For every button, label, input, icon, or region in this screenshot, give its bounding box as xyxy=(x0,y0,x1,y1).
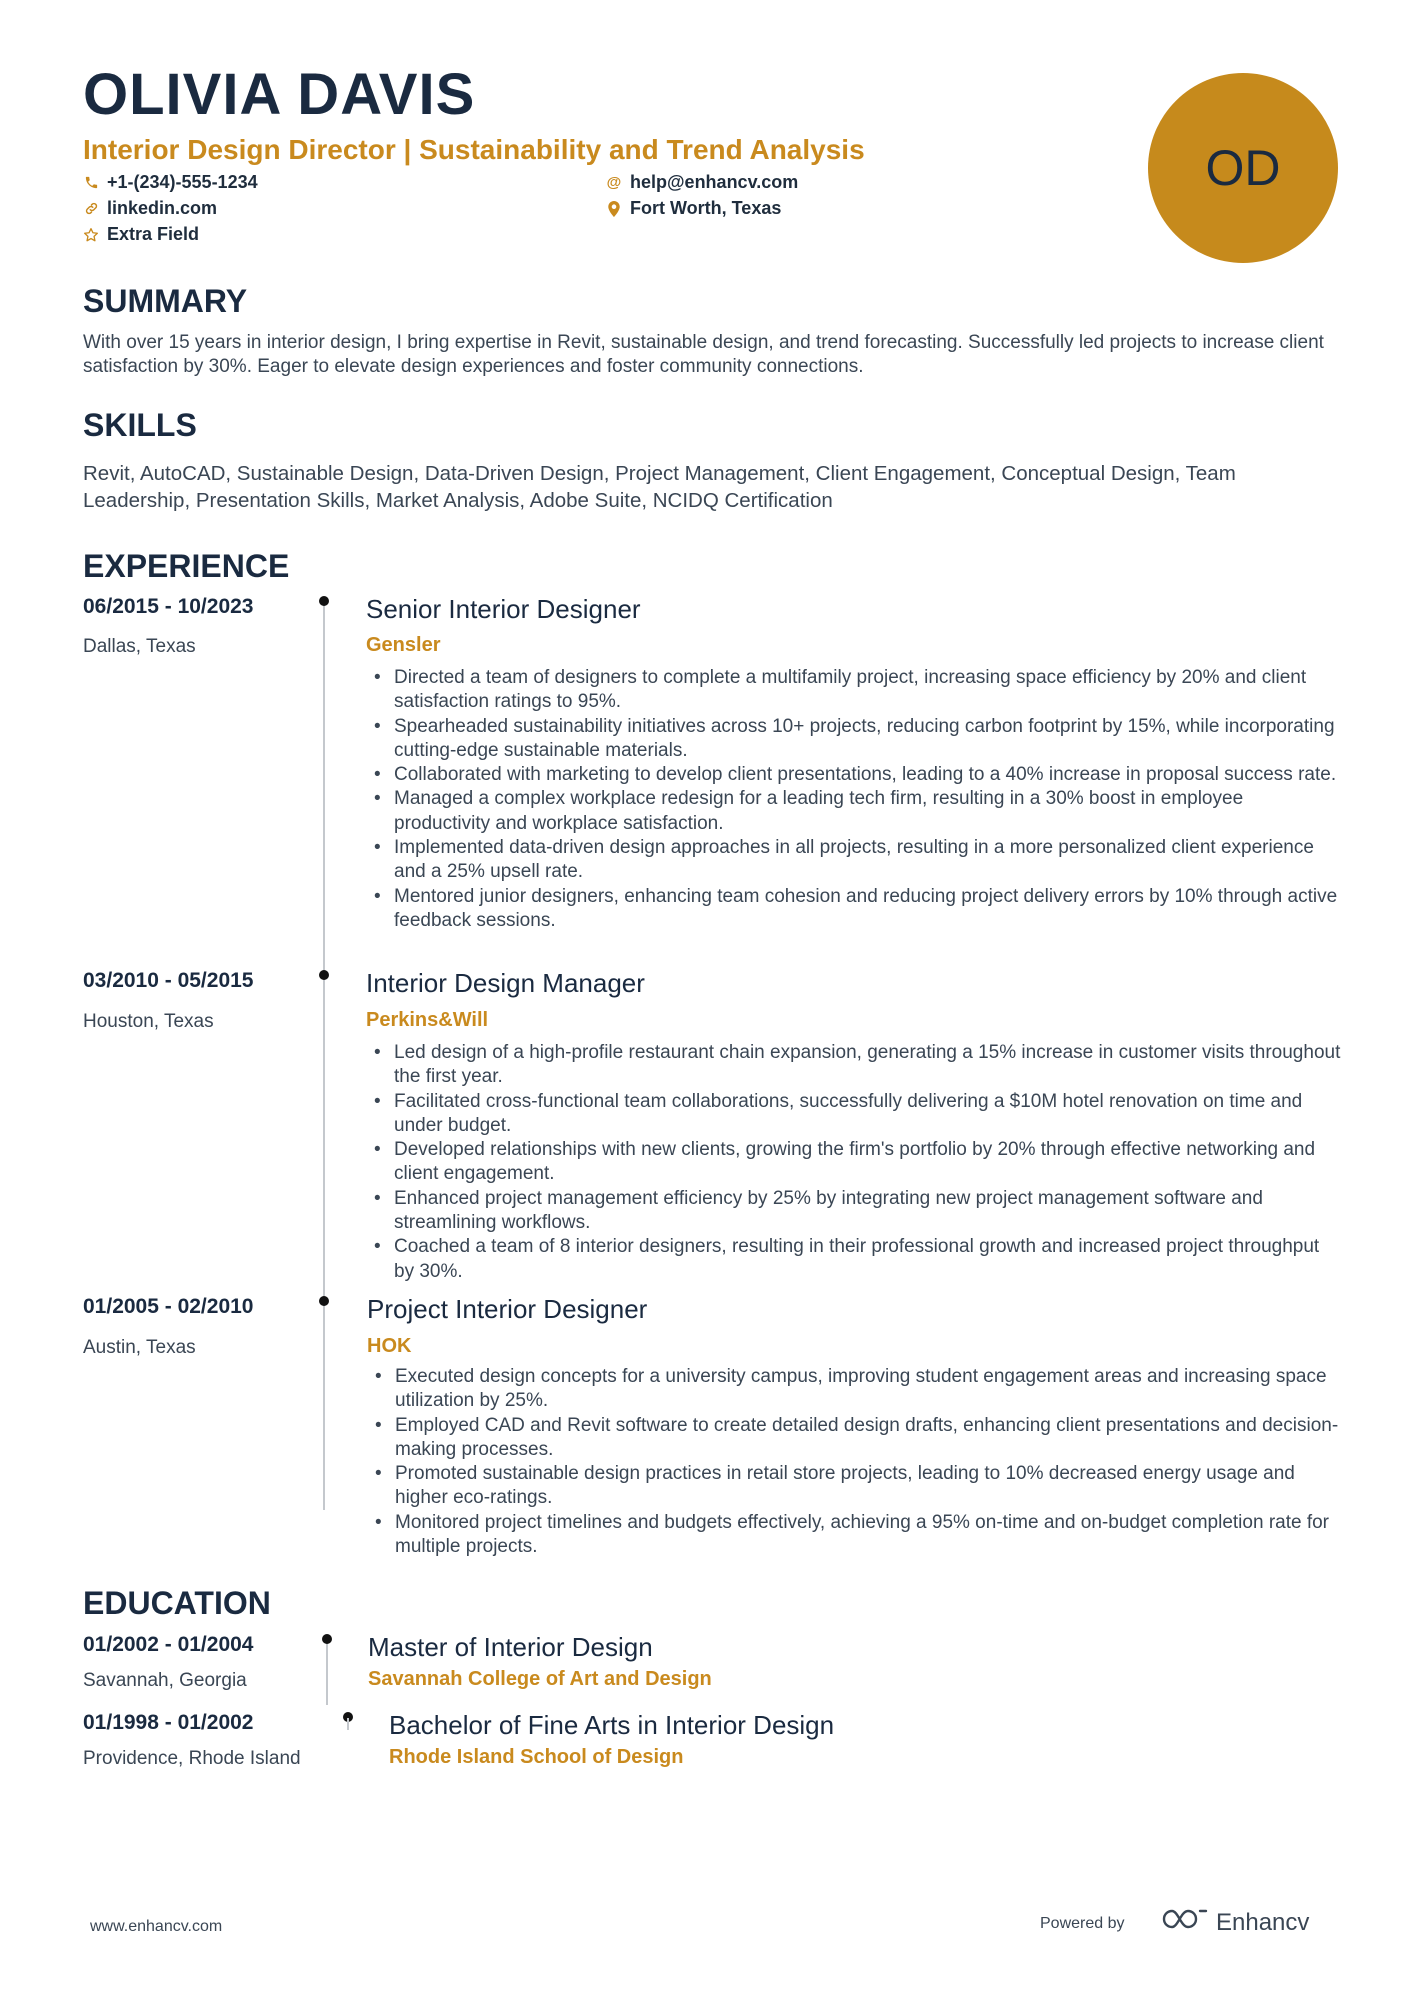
footer-website-link[interactable]: www.enhancv.com xyxy=(90,1918,223,1935)
job-title: Interior Design Manager xyxy=(366,968,645,998)
list-item: • Monitored project timelines and budgets effectively, achieving a 95% on-time and on-budget completion rate for multiple projects. xyxy=(395,1511,1345,1560)
summary-text: With over 15 years in interior design, I bring expertise in Revit, sustainable design, and trend forecasting. Successfully led projects to increase client satisfaction by 30%. Eager to elevate design experiences and foster community connections. xyxy=(83,332,1324,377)
degree-title: Master of Interior Design xyxy=(368,1632,653,1662)
experience-heading: EXPERIENCE xyxy=(83,548,290,584)
job-location: Houston, Texas xyxy=(83,1011,214,1032)
job-company: Gensler xyxy=(366,634,441,656)
list-item: • Executed design concepts for a university campus, improving student engagement areas and increasing space utilization by 25%. xyxy=(395,1365,1345,1414)
timeline-dot xyxy=(319,970,329,980)
contact-linkedin[interactable] xyxy=(83,198,217,219)
skills-heading: SKILLS xyxy=(83,407,197,443)
location-pin-icon xyxy=(606,201,622,217)
enhancv-logo-icon xyxy=(1160,1906,1208,1939)
school-name: Savannah College of Art and Design xyxy=(368,1668,712,1690)
star-icon xyxy=(83,227,99,243)
list-item: • Implemented data-driven design approaches in all projects, resulting in a more personalized client experience and a 25% upsell rate. xyxy=(394,836,1344,885)
list-item: • Collaborated with marketing to develop client presentations, leading to a 40% increase in proposal success rate. xyxy=(394,763,1344,787)
job-dates: 06/2015 - 10/2023 xyxy=(83,595,254,618)
list-item: • Spearheaded sustainability initiatives across 10+ projects, reducing carbon footprint by 15%, while incorporating cutting-edge sustainable materials. xyxy=(394,715,1344,764)
candidate-name: OLIVIA DAVIS xyxy=(83,62,476,127)
education-location: Savannah, Georgia xyxy=(83,1670,247,1691)
location-text: Fort Worth, Texas xyxy=(630,198,782,218)
education-heading: EDUCATION xyxy=(83,1585,271,1621)
list-item: • Mentored junior designers, enhancing team cohesion and reducing project delivery errors by 10% through active feedback sessions. xyxy=(394,885,1344,934)
avatar: OD xyxy=(1148,73,1338,263)
candidate-headline: Interior Design Director | Sustainability and Trend Analysis xyxy=(83,134,865,165)
enhancv-logo[interactable] xyxy=(1160,1906,1309,1939)
phone-text: +1-(234)-555-1234 xyxy=(107,172,258,192)
contact-extra-field xyxy=(83,224,199,245)
list-item: • Enhanced project management efficiency by 25% by integrating new project management software and streamlining workflows. xyxy=(394,1187,1344,1236)
at-sign-icon: @ xyxy=(606,174,622,191)
timeline-dot xyxy=(319,596,329,606)
contact-location xyxy=(606,198,781,219)
job-dates: 01/2005 - 02/2010 xyxy=(83,1295,254,1318)
education-dates: 01/2002 - 01/2004 xyxy=(83,1633,254,1656)
degree-title: Bachelor of Fine Arts in Interior Design xyxy=(389,1710,835,1740)
list-item: • Employed CAD and Revit software to create detailed design drafts, enhancing client presentations and decision-making processes. xyxy=(395,1414,1345,1463)
job-title: Project Interior Designer xyxy=(367,1294,648,1324)
link-icon xyxy=(83,201,99,217)
list-item: • Promoted sustainable design practices in retail store projects, leading to 10% decreased energy usage and higher eco-ratings. xyxy=(395,1462,1345,1511)
linkedin-text: linkedin.com xyxy=(107,198,218,218)
job-location: Dallas, Texas xyxy=(83,636,196,657)
phone-icon xyxy=(83,175,99,191)
job-title: Senior Interior Designer xyxy=(366,594,641,624)
job-dates: 03/2010 - 05/2015 xyxy=(83,969,254,992)
education-dates: 01/1998 - 01/2002 xyxy=(83,1711,254,1734)
contact-email[interactable] xyxy=(606,172,798,193)
job-company: Perkins&Will xyxy=(366,1009,489,1031)
job-bullets xyxy=(366,666,1344,933)
job-bullets xyxy=(367,1365,1345,1559)
list-item: • Directed a team of designers to complete a multifamily project, increasing space efficiency by 20% and client satisfaction ratings to 95%. xyxy=(394,666,1344,715)
timeline-dot xyxy=(322,1634,332,1644)
education-timeline-line xyxy=(347,1718,349,1730)
list-item: • Facilitated cross-functional team collaborations, successfully delivering a $10M hotel renovation on time and under budget. xyxy=(394,1090,1344,1139)
powered-by-label: Powered by xyxy=(1040,1915,1125,1932)
job-bullets xyxy=(366,1041,1344,1284)
skills-text: Revit, AutoCAD, Sustainable Design, Data-Driven Design, Project Management, Client Engagement, Conceptual Design, Team Leadership, Presentation Skills, Market Analysis, Adobe Suite, NCIDQ Certification xyxy=(83,462,1236,512)
list-item: • Coached a team of 8 interior designers, resulting in their professional growth and increased project throughput by 30%. xyxy=(394,1235,1344,1284)
list-item: • Managed a complex workplace redesign for a leading tech firm, resulting in a 30% boost in employee productivity and workplace satisfaction. xyxy=(394,787,1344,836)
experience-timeline-line xyxy=(323,602,325,1510)
education-location: Providence, Rhode Island xyxy=(83,1748,301,1769)
enhancv-logo-text: Enhancv xyxy=(1216,1908,1310,1936)
summary-heading: SUMMARY xyxy=(83,283,248,319)
extra-field-text: Extra Field xyxy=(107,224,200,244)
timeline-dot xyxy=(319,1296,329,1306)
email-text: help@enhancv.com xyxy=(630,172,799,192)
job-company: HOK xyxy=(367,1335,412,1357)
contact-phone[interactable] xyxy=(83,172,258,193)
list-item: • Developed relationships with new clients, growing the firm's portfolio by 20% through effective networking and client engagement. xyxy=(394,1138,1344,1187)
education-timeline-line xyxy=(326,1640,328,1705)
list-item: • Led design of a high-profile restaurant chain expansion, generating a 15% increase in customer visits throughout the first year. xyxy=(394,1041,1344,1090)
job-location: Austin, Texas xyxy=(83,1337,196,1358)
school-name: Rhode Island School of Design xyxy=(389,1746,684,1768)
